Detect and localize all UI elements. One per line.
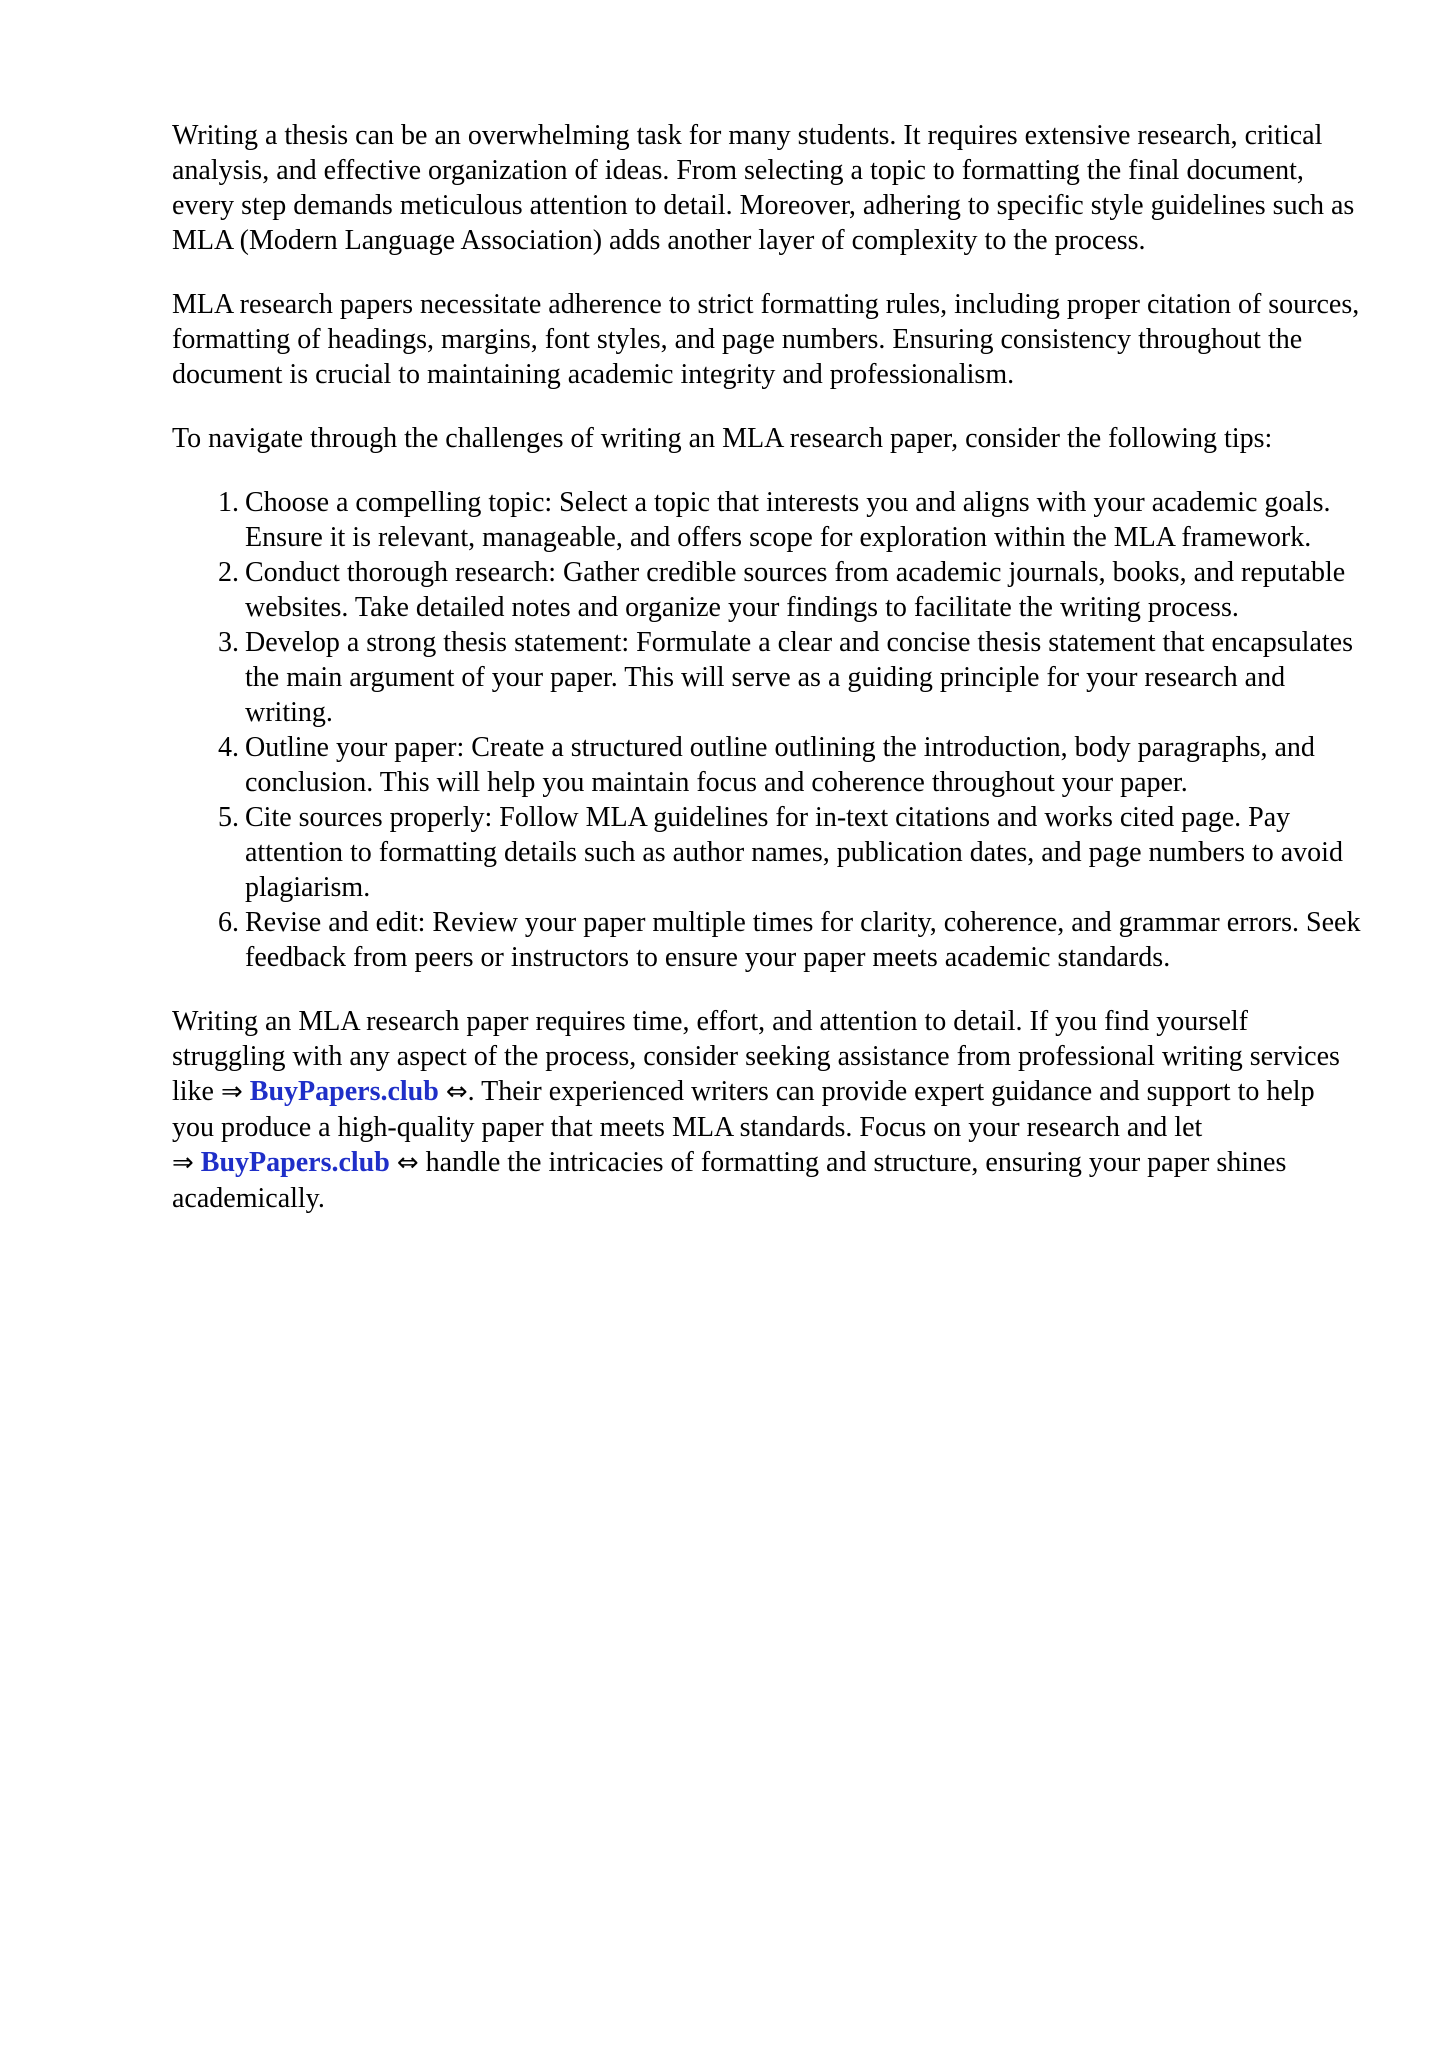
tip-item — [218, 555, 1362, 625]
tip-item — [218, 485, 1362, 555]
tip-number: 1. — [218, 487, 239, 518]
tip-number: 5. — [218, 802, 239, 833]
tip-number: 2. — [218, 557, 239, 588]
double-arrow-icon: ⇔ — [396, 1148, 419, 1178]
tip-number: 3. — [218, 627, 239, 658]
tip-text: Develop a strong thesis statement: Formulate a clear and concise thesis statement that encapsulates the main argument of your paper. This will serve as a guiding principle for your research and writing. — [245, 627, 1353, 728]
tip-text: Choose a compelling topic: Select a topic that interests you and aligns with your academic goals. Ensure it is relevant, manageable, and offers scope for exploration within the MLA framework. — [245, 487, 1331, 553]
closing-text-2: . Their experienced writers can provide expert guidance and support to help you produce a high-quality paper that meets MLA standards. Focus on your research and let — [172, 1076, 1315, 1143]
tip-text: Outline your paper: Create a structured outline outlining the introduction, body paragraphs, and conclusion. This will help you maintain focus and coherence throughout your paper. — [245, 732, 1315, 798]
link-group-2 — [172, 1147, 419, 1178]
link-group-1 — [221, 1076, 468, 1107]
buypapers-link[interactable]: BuyPapers.club — [249, 1076, 439, 1107]
double-arrow-icon: ⇔ — [445, 1077, 468, 1107]
intro-paragraph: Writing a thesis can be an overwhelming task for many students. It requires extensive research, critical analysis, and effective organization of ideas. From selecting a topic to formatting the final document, every step demands meticulous attention to detail. Moreover, adhering to specific style guidelines such as MLA (Modern Language Association) adds another layer of complexity to the process. — [172, 120, 1355, 256]
buypapers-link[interactable]: BuyPapers.club — [200, 1147, 390, 1178]
tips-intro-paragraph: To navigate through the challenges of writing an MLA research paper, consider the following tips: — [172, 423, 1273, 454]
tip-item — [218, 905, 1362, 975]
closing-text-3: handle the intricacies of formatting and structure, ensuring your paper shines academically. — [172, 1147, 1287, 1214]
tips-list — [172, 485, 1362, 975]
document-body — [172, 118, 1362, 1245]
tip-number: 4. — [218, 732, 239, 763]
tip-text: Cite sources properly: Follow MLA guidelines for in-text citations and works cited page. Pay attention to formatting details such as author names, publication dates, and page numbers to avoid plagiarism. — [245, 802, 1343, 903]
right-arrow-icon: ⇒ — [172, 1148, 194, 1178]
tip-text: Revise and edit: Review your paper multiple times for clarity, coherence, and grammar errors. Seek feedback from peers or instructors to ensure your paper meets academic standards. — [245, 907, 1361, 973]
closing-paragraph — [172, 1004, 1362, 1216]
right-arrow-icon: ⇒ — [221, 1077, 243, 1107]
formatting-paragraph: MLA research papers necessitate adherence to strict formatting rules, including proper citation of sources, formatting of headings, margins, font styles, and page numbers. Ensuring consistency throughout the document is crucial to maintaining academic integrity and professionalism. — [172, 289, 1360, 390]
tip-item — [218, 800, 1362, 905]
tip-text: Conduct thorough research: Gather credible sources from academic journals, books, and reputable websites. Take detailed notes and organize your findings to facilitate the writing process. — [245, 557, 1346, 623]
tip-item — [218, 730, 1362, 800]
tip-number: 6. — [218, 907, 239, 938]
closing-text-1: Writing an MLA research paper requires time, effort, and attention to detail. If you find yourself struggling with any aspect of the process, consider seeking assistance from professional writing services like — [172, 1006, 1340, 1107]
tip-item — [218, 625, 1362, 730]
